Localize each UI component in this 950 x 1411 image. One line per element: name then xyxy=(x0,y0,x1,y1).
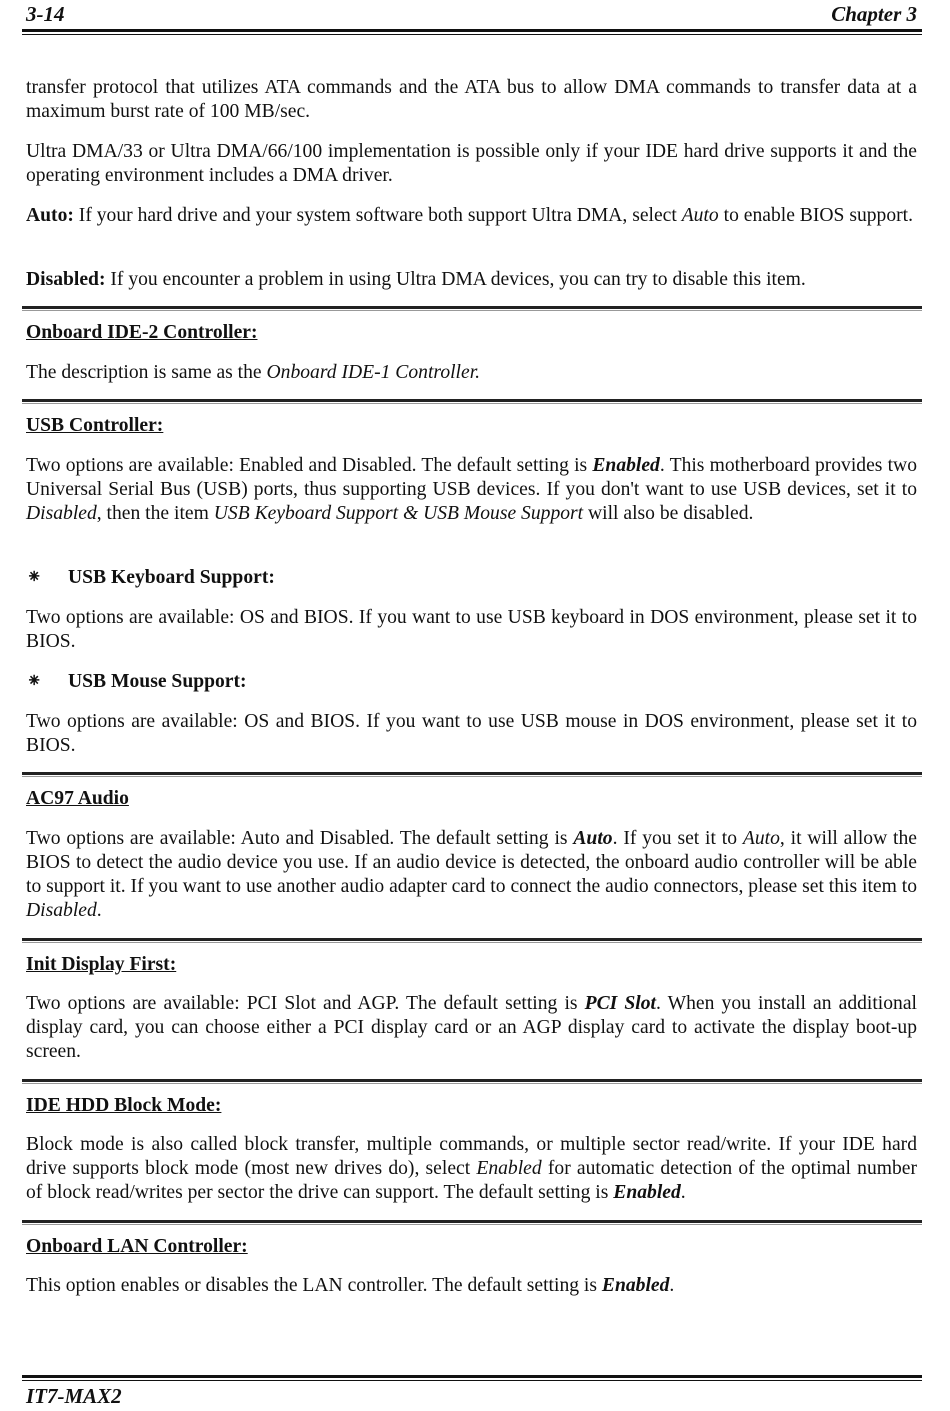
ac97-text-3: , it will allow the BIOS to detect the audio device you use. If an audio device is detected, the onboard audio controller will be able to support it. If you want to use another audio adapter card to connect the audio connectors, please set this item to xyxy=(26,828,917,897)
hdd-text-2: for automatic detection of the optimal number of block read/writes per sector the drive can support. The default setting is xyxy=(26,1158,918,1203)
auto-text-b: to enable BIOS support. xyxy=(718,205,914,226)
lan-default: Enabled xyxy=(601,1275,670,1296)
hdd-italic: Enabled xyxy=(476,1158,542,1179)
hdd-text-3: . xyxy=(680,1182,686,1203)
section-title-usb: USB Controller: xyxy=(26,415,164,436)
section-title-display: Init Display First: xyxy=(26,954,177,975)
usb-mouse-title: USB Mouse Support: xyxy=(68,671,247,692)
section-title-ide2: Onboard IDE-2 Controller: xyxy=(26,322,258,343)
ide2-italic: Onboard IDE-1 Controller. xyxy=(266,362,481,383)
asterisk-bullet-icon: ⁕ xyxy=(26,671,43,692)
hdd-paragraph xyxy=(26,1133,917,1205)
ac97-paragraph xyxy=(26,827,917,923)
section-divider xyxy=(22,938,922,943)
usb-text-4: will also be disabled. xyxy=(583,503,754,524)
usb-italic-1: Disabled xyxy=(26,503,97,524)
ac97-text-1: Two options are available: Auto and Disabled. The default setting is xyxy=(26,828,574,849)
display-default: PCI Slot xyxy=(584,993,656,1014)
disabled-paragraph xyxy=(26,268,917,292)
page-header xyxy=(26,0,917,26)
lan-text-1: This option enables or disables the LAN controller. The default setting is xyxy=(26,1275,602,1296)
ac97-italic-2: Disabled xyxy=(26,900,97,921)
lan-paragraph xyxy=(26,1274,917,1298)
section-divider xyxy=(22,1220,922,1225)
auto-label: Auto: xyxy=(26,205,74,226)
section-title-hdd: IDE HDD Block Mode: xyxy=(26,1095,222,1116)
usb-default: Enabled xyxy=(592,455,660,476)
disabled-text: If you encounter a problem in using Ultra DMA devices, you can try to disable this item. xyxy=(105,269,806,290)
usb-mouse-subheading xyxy=(26,670,247,694)
usb-text-2: . This motherboard provides two Universal Serial Bus (USB) ports, thus supporting USB devices. If you don't want to use USB devices, set it to xyxy=(26,455,918,500)
auto-text-a: If your hard drive and your system software both support Ultra DMA, select xyxy=(73,205,682,226)
ac97-text-2: . If you set it to xyxy=(612,828,743,849)
ac97-italic-1: Auto xyxy=(742,828,780,849)
usb-mouse-paragraph: Two options are available: OS and BIOS. If you want to use USB mouse in DOS environment, please set it to BIOS. xyxy=(26,711,917,756)
ide2-paragraph xyxy=(26,361,917,385)
page-number: 3-14 xyxy=(26,2,65,26)
section-divider xyxy=(22,399,922,404)
chapter-label: Chapter 3 xyxy=(831,2,917,26)
hdd-text-1: Block mode is also called block transfer, multiple commands, or multiple sector read/write. If your IDE hard drive supports block mode (most new drives do), select xyxy=(26,1134,917,1179)
display-text-1: Two options are available: PCI Slot and AGP. The default setting is xyxy=(26,993,585,1014)
usb-text-3: , then the item xyxy=(96,503,214,524)
section-title-lan: Onboard LAN Controller: xyxy=(26,1236,248,1257)
asterisk-bullet-icon: ⁕ xyxy=(26,567,43,588)
hdd-default: Enabled xyxy=(613,1182,681,1203)
header-rule xyxy=(22,29,922,35)
usb-paragraph xyxy=(26,454,917,526)
ide2-text: The description is same as the xyxy=(26,362,267,383)
footer-model: IT7-MAX2 xyxy=(26,1384,122,1408)
section-divider xyxy=(22,306,922,311)
usb-keyboard-title: USB Keyboard Support: xyxy=(68,567,275,588)
usb-text-1: Two options are available: Enabled and Disabled. The default setting is xyxy=(26,455,593,476)
auto-paragraph xyxy=(26,204,917,228)
intro-paragraph-2: Ultra DMA/33 or Ultra DMA/66/100 implementation is possible only if your IDE hard drive supports it and the operating environment includes a DMA driver. xyxy=(26,141,917,186)
disabled-label: Disabled: xyxy=(26,269,106,290)
intro-paragraph-1: transfer protocol that utilizes ATA commands and the ATA bus to allow DMA commands to transfer data at a maximum burst rate of 100 MB/sec. xyxy=(26,77,917,122)
lan-text-2: . xyxy=(669,1275,675,1296)
usb-italic-2: USB Keyboard Support & USB Mouse Support xyxy=(213,503,584,524)
usb-keyboard-paragraph: Two options are available: OS and BIOS. If you want to use USB keyboard in DOS environment, please set it to BIOS. xyxy=(26,607,917,652)
display-paragraph xyxy=(26,992,917,1064)
footer-rule xyxy=(22,1375,922,1381)
auto-italic: Auto xyxy=(681,205,719,226)
ac97-text-4: . xyxy=(96,900,102,921)
ac97-default: Auto xyxy=(573,828,613,849)
display-text-2: . When you install an additional display card, you can choose either a PCI display card or an AGP display card to activate the display boot-up screen. xyxy=(26,993,917,1062)
section-divider xyxy=(22,772,922,777)
usb-keyboard-subheading xyxy=(26,566,275,590)
section-divider xyxy=(22,1079,922,1084)
section-title-ac97: AC97 Audio xyxy=(26,788,129,809)
